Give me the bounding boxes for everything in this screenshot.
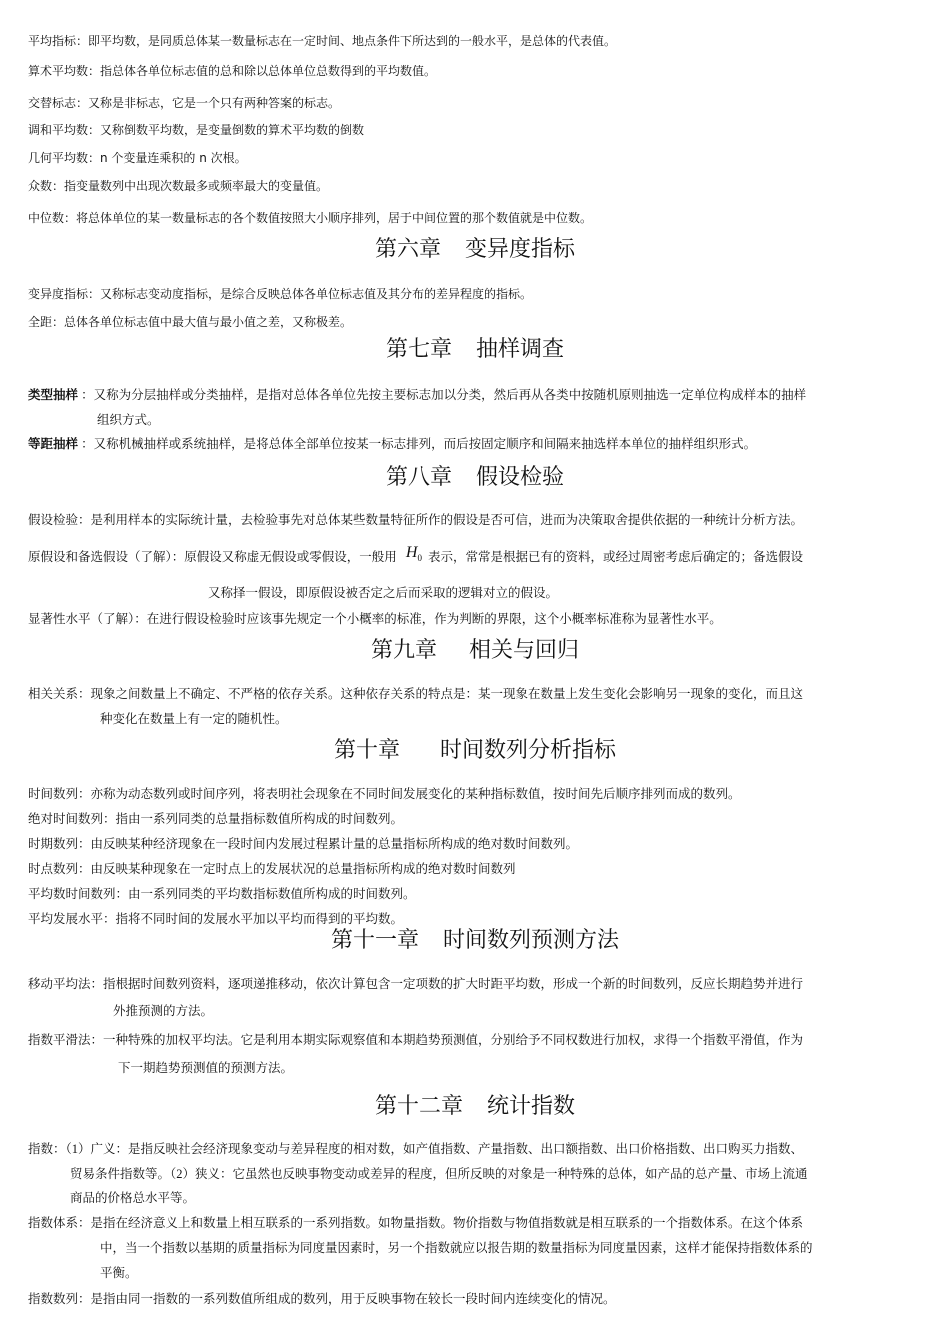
def-stratified-sampling-cont: 组织方式。: [97, 413, 160, 427]
chapter-12-number: 第十二章: [374, 1093, 463, 1118]
chapter-10-heading: [0, 737, 950, 763]
def-index-system-cont-1: 中，当一个指数以基期的质量指标为同度量因素时，另一个指数就应以报告期的数量指标为同度量因素，这样才能保持指数体系的: [100, 1241, 813, 1255]
def-alt-hypothesis-cont: 又称择一假设，即原假设被否定之后而采取的逻辑对立的假设。: [208, 586, 559, 600]
null-hypothesis-text-a: 原假设和备选假设（了解）：原假设又称虚无假设或零假设，一般用: [28, 550, 397, 564]
chapter-7-number: 第七章: [385, 336, 452, 361]
chapter-10-number: 第十章: [333, 737, 400, 762]
def-moving-average-cont: 外推预测的方法。: [113, 1004, 214, 1018]
def-index: 指数：（1）广义：是指反映社会经济现象变动与差异程度的相对数，如产值指数、产量指数、出口额指数、出口价格指数、出口购买力指数、: [28, 1142, 804, 1156]
chapter-6-title: 变异度指标: [465, 236, 576, 261]
def-alternative-mark: 交替标志：又称是非标志，它是一个只有两种答案的标志。: [28, 96, 341, 110]
chapter-11-number: 第十一章: [330, 927, 419, 952]
stratified-sampling-text: ：又称为分层抽样或分类抽样，是指对总体各单位先按主要标志加以分类，然后再从各类中按随机原则抽选一定单位构成样本的抽样: [78, 388, 807, 402]
def-index-cont-2: 商品的价格总水平等。: [70, 1191, 196, 1205]
systematic-sampling-text: ：又称机械抽样或系统抽样，是将总体全部单位按某一标志排列，而后按固定顺序和间隔来抽选样本单位的抽样组织形式。: [78, 437, 757, 451]
chapter-10-title: 时间数列分析指标: [440, 737, 617, 762]
chapter-8-number: 第八章: [385, 464, 452, 489]
def-variation-indicator: 变异度指标：又称标志变动度指标，是综合反映总体各单位标志值及其分布的差异程度的指标。: [28, 287, 533, 301]
chapter-11-title: 时间数列预测方法: [443, 927, 620, 952]
def-period-series: 时期数列：由反映某种经济现象在一段时间内发展过程累计量的总量指标所构成的绝对数时间数列。: [28, 837, 579, 851]
def-index-cont-1: 贸易条件指数等。（2）狭义：它虽然也反映事物变动或差异的程度，但所反映的对象是一种特殊的总体，如产品的总产量、市场上流通: [70, 1167, 808, 1181]
def-significance-level: 显著性水平（了解）：在进行假设检验时应该事先规定一个小概率的标准，作为判断的界限，这个小概率标准称为显著性水平。: [28, 612, 722, 626]
def-arithmetic-mean: 算术平均数：指总体各单位标志值的总和除以总体单位总数得到的平均数值。: [28, 64, 437, 78]
def-average-indicator: 平均指标：即平均数，是同质总体某一数量标志在一定时间、地点条件下所达到的一般水平，是总体的代表值。: [28, 34, 617, 48]
def-correlation-cont: 种变化在数量上有一定的随机性。: [100, 712, 288, 726]
def-null-alt-hypothesis: [28, 544, 803, 570]
chapter-11-heading: [0, 927, 950, 953]
def-average-time-series: 平均数时间数列：由一系列同类的平均数指标数值所构成的时间数列。: [28, 887, 416, 901]
chapter-8-heading: [0, 464, 950, 490]
chapter-6-heading: [0, 236, 950, 262]
def-mode: 众数：指变量数列中出现次数最多或频率最大的变量值。: [28, 179, 329, 193]
h0-symbol: $H_0$: [405, 544, 422, 563]
chapter-8-title: 假设检验: [476, 464, 565, 489]
def-systematic-sampling: [28, 436, 756, 452]
term-systematic-sampling: 等距抽样: [28, 436, 79, 451]
chapter-12-heading: [0, 1093, 950, 1119]
def-exponential-smoothing-cont: 下一期趋势预测值的预测方法。: [118, 1061, 294, 1075]
chapter-9-title: 相关与回归: [469, 637, 580, 662]
term-stratified-sampling: 类型抽样: [28, 387, 79, 402]
def-point-series: 时点数列：由反映某种现象在一定时点上的发展状况的总量指标所构成的绝对数时间数列: [28, 862, 516, 876]
def-correlation: 相关关系：现象之间数量上不确定、不严格的依存关系。这种依存关系的特点是：某一现象在数量上发生变化会影响另一现象的变化，而且这: [28, 687, 804, 701]
def-average-development-level: 平均发展水平：指将不同时间的发展水平加以平均而得到的平均数。: [28, 912, 404, 926]
def-geometric-mean: 几何平均数：n 个变量连乘积的 n 次根。: [28, 151, 247, 165]
def-absolute-time-series: 绝对时间数列：指由一系列同类的总量指标数值所构成的时间数列。: [28, 812, 404, 826]
chapter-9-heading: [0, 637, 950, 663]
def-stratified-sampling: [28, 387, 806, 403]
def-index-system: 指数体系：是指在经济意义上和数量上相互联系的一系列指数。如物量指数。物价指数与物值指数就是相互联系的一个指数体系。在这个体系: [28, 1216, 804, 1230]
def-exponential-smoothing: 指数平滑法：一种特殊的加权平均法。它是利用本期实际观察值和本期趋势预测值，分别给予不同权数进行加权，求得一个指数平滑值，作为: [28, 1033, 804, 1047]
chapter-7-title: 抽样调查: [476, 336, 565, 361]
def-hypothesis-test: 假设检验：是利用样本的实际统计量，去检验事先对总体某些数量特征所作的假设是否可信，进而为决策取舍提供依据的一种统计分析方法。: [28, 513, 804, 527]
def-index-system-cont-2: 平衡。: [100, 1266, 138, 1280]
chapter-12-title: 统计指数: [487, 1093, 576, 1118]
def-range: 全距：总体各单位标志值中最大值与最小值之差，又称极差。: [28, 315, 353, 329]
def-time-series: 时间数列：亦称为动态数列或时间序列，将表明社会现象在不同时间发展变化的某种指标数值，按时间先后顺序排列而成的数列。: [28, 787, 741, 801]
chapter-9-number: 第九章: [370, 637, 437, 662]
def-harmonic-mean: 调和平均数：又称倒数平均数，是变量倒数的算术平均数的倒数: [28, 123, 365, 137]
chapter-7-heading: [0, 336, 950, 362]
chapter-6-number: 第六章: [374, 236, 441, 261]
def-median: 中位数：将总体单位的某一数量标志的各个数值按照大小顺序排列，居于中间位置的那个数值就是中位数。: [28, 211, 593, 225]
def-index-series: 指数数列：是指由同一指数的一系列数值所组成的数列，用于反映事物在较长一段时间内连续变化的情况。: [28, 1292, 616, 1306]
def-moving-average: 移动平均法：指根据时间数列资料，逐项递推移动，依次计算包含一定项数的扩大时距平均数，形成一个新的时间数列，反应长期趋势并进行: [28, 977, 804, 991]
null-hypothesis-text-b: 表示，常常是根据已有的资料，或经过周密考虑后确定的；备选假设: [427, 550, 803, 564]
